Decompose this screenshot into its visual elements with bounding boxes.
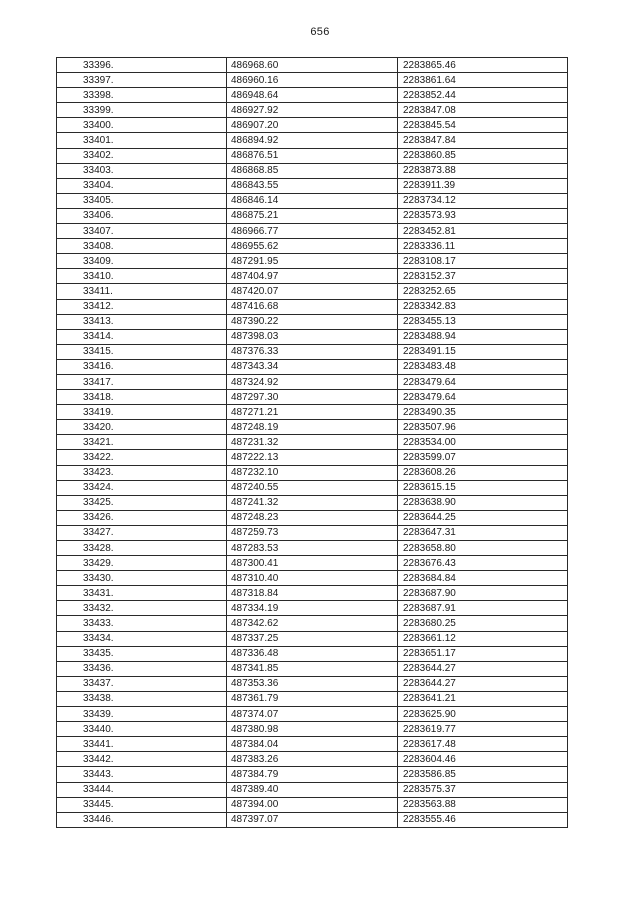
x-coordinate-cell: 486876.51 <box>227 148 398 163</box>
x-coordinate-cell: 487420.07 <box>227 284 398 299</box>
x-coordinate-cell: 487343.34 <box>227 359 398 374</box>
x-coordinate-cell: 487398.03 <box>227 329 398 344</box>
y-coordinate-cell: 2283644.27 <box>398 661 568 676</box>
table-row <box>57 767 568 782</box>
x-coordinate-cell: 486966.77 <box>227 224 398 239</box>
y-coordinate-cell: 2283252.65 <box>398 284 568 299</box>
y-coordinate-cell: 2283865.46 <box>398 58 568 73</box>
x-coordinate-cell: 487336.48 <box>227 646 398 661</box>
point-number-cell: 33436. <box>57 661 227 676</box>
table-row <box>57 752 568 767</box>
coordinates-table <box>56 57 568 828</box>
y-coordinate-cell: 2283608.26 <box>398 465 568 480</box>
table-row <box>57 299 568 314</box>
point-number-cell: 33409. <box>57 254 227 269</box>
point-number-cell: 33423. <box>57 465 227 480</box>
table-row <box>57 616 568 631</box>
y-coordinate-cell: 2283687.91 <box>398 601 568 616</box>
table-row <box>57 661 568 676</box>
x-coordinate-cell: 487341.85 <box>227 661 398 676</box>
x-coordinate-cell: 487416.68 <box>227 299 398 314</box>
y-coordinate-cell: 2283555.46 <box>398 812 568 827</box>
x-coordinate-cell: 486868.85 <box>227 163 398 178</box>
x-coordinate-cell: 487342.62 <box>227 616 398 631</box>
table-row <box>57 88 568 103</box>
point-number-cell: 33429. <box>57 556 227 571</box>
x-coordinate-cell: 487300.41 <box>227 556 398 571</box>
y-coordinate-cell: 2283661.12 <box>398 631 568 646</box>
table-row <box>57 224 568 239</box>
point-number-cell: 33444. <box>57 782 227 797</box>
x-coordinate-cell: 486875.21 <box>227 208 398 223</box>
table-row <box>57 390 568 405</box>
y-coordinate-cell: 2283490.35 <box>398 405 568 420</box>
y-coordinate-cell: 2283342.83 <box>398 299 568 314</box>
y-coordinate-cell: 2283599.07 <box>398 450 568 465</box>
point-number-cell: 33425. <box>57 495 227 510</box>
y-coordinate-cell: 2283644.25 <box>398 510 568 525</box>
table-row <box>57 374 568 389</box>
point-number-cell: 33438. <box>57 691 227 706</box>
point-number-cell: 33411. <box>57 284 227 299</box>
point-number-cell: 33442. <box>57 752 227 767</box>
table-row <box>57 495 568 510</box>
table-row <box>57 797 568 812</box>
point-number-cell: 33440. <box>57 722 227 737</box>
point-number-cell: 33399. <box>57 103 227 118</box>
point-number-cell: 33403. <box>57 163 227 178</box>
table-row <box>57 737 568 752</box>
table-row <box>57 163 568 178</box>
point-number-cell: 33417. <box>57 374 227 389</box>
x-coordinate-cell: 487383.26 <box>227 752 398 767</box>
x-coordinate-cell: 486968.60 <box>227 58 398 73</box>
y-coordinate-cell: 2283845.54 <box>398 118 568 133</box>
point-number-cell: 33405. <box>57 193 227 208</box>
point-number-cell: 33414. <box>57 329 227 344</box>
x-coordinate-cell: 487222.13 <box>227 450 398 465</box>
y-coordinate-cell: 2283847.84 <box>398 133 568 148</box>
table-row <box>57 208 568 223</box>
table-row <box>57 571 568 586</box>
point-number-cell: 33441. <box>57 737 227 752</box>
table-row <box>57 118 568 133</box>
table-row <box>57 707 568 722</box>
table-row <box>57 420 568 435</box>
table-row <box>57 269 568 284</box>
x-coordinate-cell: 487324.92 <box>227 374 398 389</box>
table-row <box>57 601 568 616</box>
table-row <box>57 480 568 495</box>
y-coordinate-cell: 2283852.44 <box>398 88 568 103</box>
x-coordinate-cell: 487231.32 <box>227 435 398 450</box>
y-coordinate-cell: 2283455.13 <box>398 314 568 329</box>
y-coordinate-cell: 2283658.80 <box>398 541 568 556</box>
x-coordinate-cell: 487397.07 <box>227 812 398 827</box>
point-number-cell: 33419. <box>57 405 227 420</box>
y-coordinate-cell: 2283615.15 <box>398 480 568 495</box>
x-coordinate-cell: 487259.73 <box>227 525 398 540</box>
point-number-cell: 33406. <box>57 208 227 223</box>
table-row <box>57 73 568 88</box>
x-coordinate-cell: 487353.36 <box>227 676 398 691</box>
x-coordinate-cell: 487248.19 <box>227 420 398 435</box>
y-coordinate-cell: 2283860.85 <box>398 148 568 163</box>
y-coordinate-cell: 2283483.48 <box>398 359 568 374</box>
table-row <box>57 722 568 737</box>
point-number-cell: 33415. <box>57 344 227 359</box>
y-coordinate-cell: 2283604.46 <box>398 752 568 767</box>
x-coordinate-cell: 486960.16 <box>227 73 398 88</box>
point-number-cell: 33443. <box>57 767 227 782</box>
table-row <box>57 193 568 208</box>
x-coordinate-cell: 486927.92 <box>227 103 398 118</box>
point-number-cell: 33416. <box>57 359 227 374</box>
table-row <box>57 586 568 601</box>
y-coordinate-cell: 2283491.15 <box>398 344 568 359</box>
x-coordinate-cell: 487384.79 <box>227 767 398 782</box>
y-coordinate-cell: 2283488.94 <box>398 329 568 344</box>
point-number-cell: 33428. <box>57 541 227 556</box>
y-coordinate-cell: 2283619.77 <box>398 722 568 737</box>
point-number-cell: 33430. <box>57 571 227 586</box>
x-coordinate-cell: 487361.79 <box>227 691 398 706</box>
x-coordinate-cell: 487241.32 <box>227 495 398 510</box>
point-number-cell: 33434. <box>57 631 227 646</box>
y-coordinate-cell: 2283452.81 <box>398 224 568 239</box>
x-coordinate-cell: 487394.00 <box>227 797 398 812</box>
x-coordinate-cell: 487376.33 <box>227 344 398 359</box>
point-number-cell: 33400. <box>57 118 227 133</box>
x-coordinate-cell: 487389.40 <box>227 782 398 797</box>
x-coordinate-cell: 487384.04 <box>227 737 398 752</box>
table-row <box>57 254 568 269</box>
point-number-cell: 33410. <box>57 269 227 284</box>
y-coordinate-cell: 2283647.31 <box>398 525 568 540</box>
x-coordinate-cell: 487232.10 <box>227 465 398 480</box>
table-row <box>57 676 568 691</box>
y-coordinate-cell: 2283586.85 <box>398 767 568 782</box>
y-coordinate-cell: 2283644.27 <box>398 676 568 691</box>
y-coordinate-cell: 2283534.00 <box>398 435 568 450</box>
x-coordinate-cell: 487291.95 <box>227 254 398 269</box>
y-coordinate-cell: 2283479.64 <box>398 390 568 405</box>
table-row <box>57 314 568 329</box>
point-number-cell: 33427. <box>57 525 227 540</box>
point-number-cell: 33396. <box>57 58 227 73</box>
table-row <box>57 58 568 73</box>
x-coordinate-cell: 486955.62 <box>227 239 398 254</box>
x-coordinate-cell: 487374.07 <box>227 707 398 722</box>
y-coordinate-cell: 2283684.84 <box>398 571 568 586</box>
x-coordinate-cell: 486907.20 <box>227 118 398 133</box>
table-row <box>57 646 568 661</box>
x-coordinate-cell: 487380.98 <box>227 722 398 737</box>
table-row <box>57 782 568 797</box>
point-number-cell: 33402. <box>57 148 227 163</box>
table-row <box>57 284 568 299</box>
table-row <box>57 133 568 148</box>
point-number-cell: 33432. <box>57 601 227 616</box>
y-coordinate-cell: 2283152.37 <box>398 269 568 284</box>
y-coordinate-cell: 2283625.90 <box>398 707 568 722</box>
point-number-cell: 33397. <box>57 73 227 88</box>
point-number-cell: 33408. <box>57 239 227 254</box>
y-coordinate-cell: 2283641.21 <box>398 691 568 706</box>
x-coordinate-cell: 487337.25 <box>227 631 398 646</box>
table-row <box>57 465 568 480</box>
x-coordinate-cell: 486948.64 <box>227 88 398 103</box>
x-coordinate-cell: 487240.55 <box>227 480 398 495</box>
table-row <box>57 812 568 827</box>
table-row <box>57 691 568 706</box>
point-number-cell: 33433. <box>57 616 227 631</box>
table-row <box>57 103 568 118</box>
table-row <box>57 541 568 556</box>
table-row <box>57 239 568 254</box>
point-number-cell: 33437. <box>57 676 227 691</box>
y-coordinate-cell: 2283573.93 <box>398 208 568 223</box>
point-number-cell: 33424. <box>57 480 227 495</box>
point-number-cell: 33407. <box>57 224 227 239</box>
x-coordinate-cell: 487334.19 <box>227 601 398 616</box>
x-coordinate-cell: 487318.84 <box>227 586 398 601</box>
x-coordinate-cell: 487404.97 <box>227 269 398 284</box>
table-row <box>57 435 568 450</box>
x-coordinate-cell: 487297.30 <box>227 390 398 405</box>
y-coordinate-cell: 2283575.37 <box>398 782 568 797</box>
table-row <box>57 359 568 374</box>
page-number: 656 <box>310 26 330 38</box>
point-number-cell: 33420. <box>57 420 227 435</box>
point-number-cell: 33435. <box>57 646 227 661</box>
point-number-cell: 33398. <box>57 88 227 103</box>
x-coordinate-cell: 487283.53 <box>227 541 398 556</box>
y-coordinate-cell: 2283734.12 <box>398 193 568 208</box>
point-number-cell: 33446. <box>57 812 227 827</box>
y-coordinate-cell: 2283336.11 <box>398 239 568 254</box>
y-coordinate-cell: 2283911.39 <box>398 178 568 193</box>
y-coordinate-cell: 2283617.48 <box>398 737 568 752</box>
y-coordinate-cell: 2283108.17 <box>398 254 568 269</box>
table-row <box>57 556 568 571</box>
point-number-cell: 33404. <box>57 178 227 193</box>
x-coordinate-cell: 486843.55 <box>227 178 398 193</box>
y-coordinate-cell: 2283479.64 <box>398 374 568 389</box>
table-row <box>57 148 568 163</box>
point-number-cell: 33445. <box>57 797 227 812</box>
x-coordinate-cell: 486894.92 <box>227 133 398 148</box>
x-coordinate-cell: 487390.22 <box>227 314 398 329</box>
point-number-cell: 33412. <box>57 299 227 314</box>
table-row <box>57 329 568 344</box>
point-number-cell: 33426. <box>57 510 227 525</box>
point-number-cell: 33431. <box>57 586 227 601</box>
coordinates-table-body <box>57 58 568 828</box>
x-coordinate-cell: 487248.23 <box>227 510 398 525</box>
y-coordinate-cell: 2283680.25 <box>398 616 568 631</box>
y-coordinate-cell: 2283873.88 <box>398 163 568 178</box>
y-coordinate-cell: 2283638.90 <box>398 495 568 510</box>
table-row <box>57 631 568 646</box>
table-row <box>57 178 568 193</box>
table-row <box>57 344 568 359</box>
table-row <box>57 510 568 525</box>
point-number-cell: 33422. <box>57 450 227 465</box>
table-row <box>57 525 568 540</box>
y-coordinate-cell: 2283687.90 <box>398 586 568 601</box>
table-row <box>57 450 568 465</box>
y-coordinate-cell: 2283861.64 <box>398 73 568 88</box>
x-coordinate-cell: 487271.21 <box>227 405 398 420</box>
y-coordinate-cell: 2283676.43 <box>398 556 568 571</box>
y-coordinate-cell: 2283507.96 <box>398 420 568 435</box>
point-number-cell: 33439. <box>57 707 227 722</box>
y-coordinate-cell: 2283847.08 <box>398 103 568 118</box>
y-coordinate-cell: 2283651.17 <box>398 646 568 661</box>
point-number-cell: 33421. <box>57 435 227 450</box>
point-number-cell: 33401. <box>57 133 227 148</box>
y-coordinate-cell: 2283563.88 <box>398 797 568 812</box>
point-number-cell: 33413. <box>57 314 227 329</box>
x-coordinate-cell: 486846.14 <box>227 193 398 208</box>
table-row <box>57 405 568 420</box>
point-number-cell: 33418. <box>57 390 227 405</box>
x-coordinate-cell: 487310.40 <box>227 571 398 586</box>
